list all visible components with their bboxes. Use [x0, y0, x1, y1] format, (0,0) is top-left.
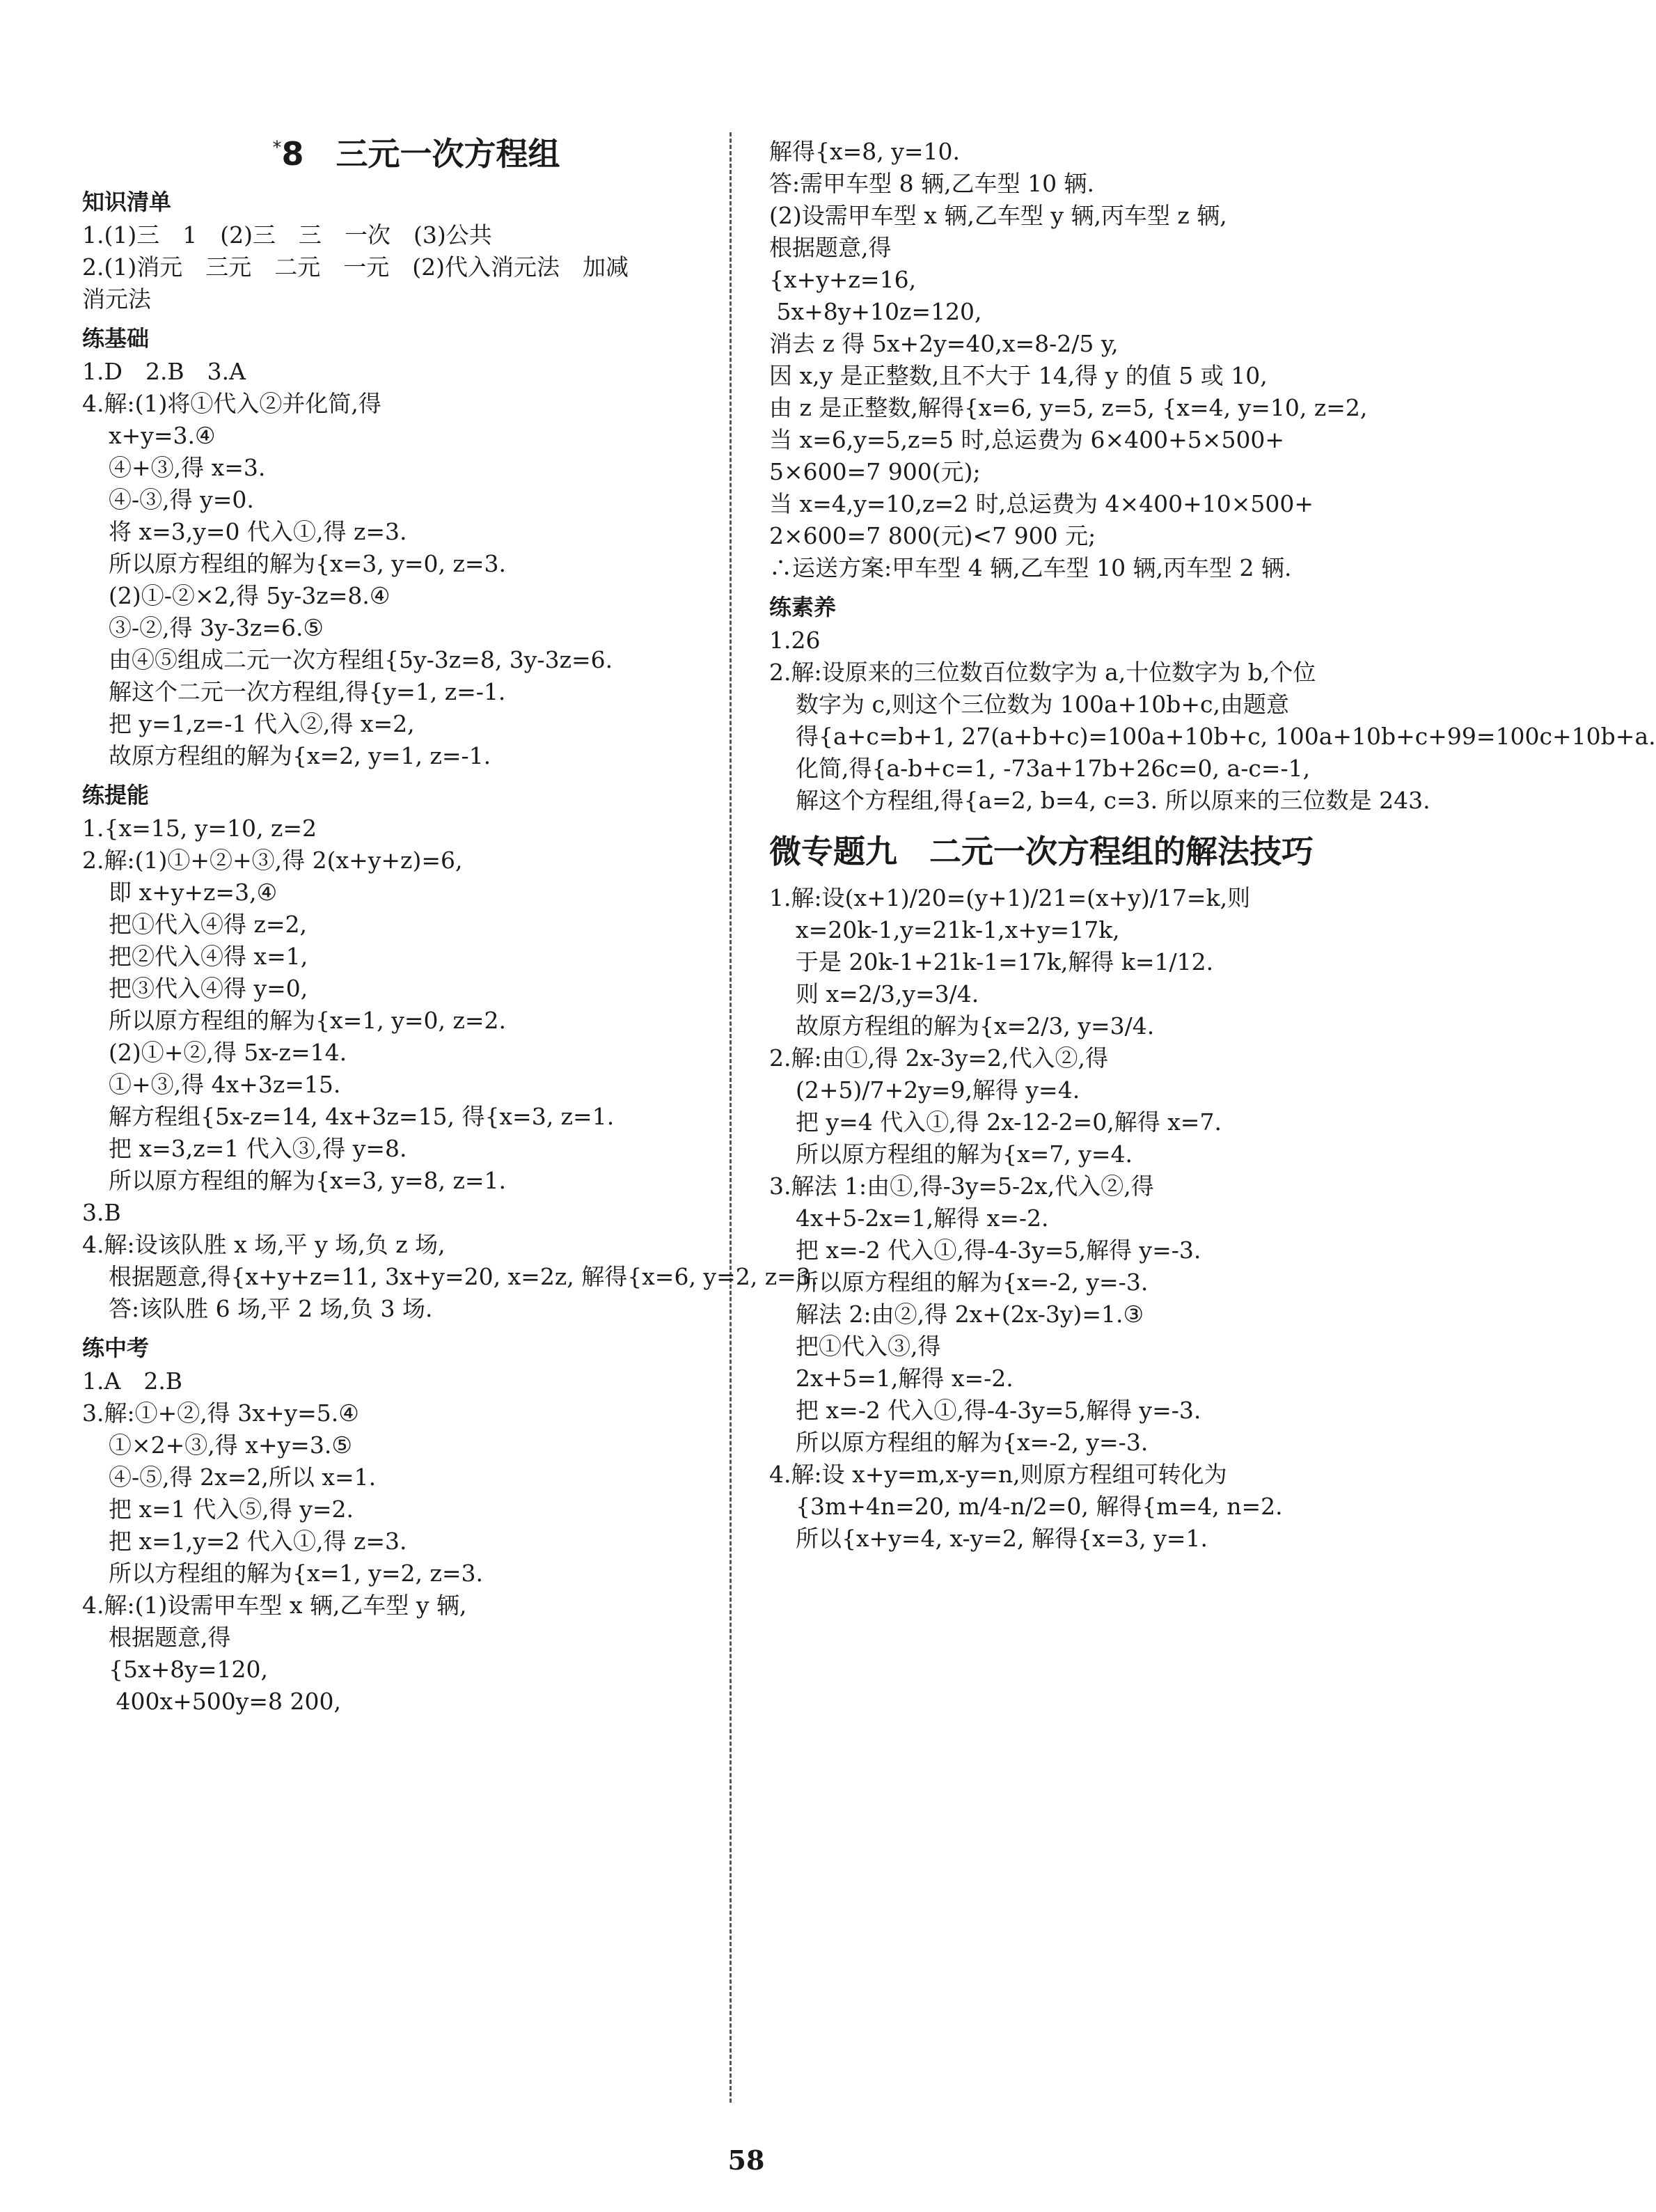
answer-line: 则 x=2/3,y=3/4. [796, 980, 979, 1007]
answer-line: 把 x=3,z=1 代入③,得 y=8. [109, 1135, 407, 1162]
answer-line: 4.解:设该队胜 x 场,平 y 场,负 z 场, [82, 1231, 445, 1258]
answer-line: 所以原方程组的解为{x=7, y=4. [796, 1140, 1133, 1168]
answer-line: (2)①+②,得 5x-z=14. [109, 1039, 347, 1066]
column-divider [730, 132, 732, 2103]
answer-line: 2.解:由①,得 2x-3y=2,代入②,得 [769, 1044, 1109, 1072]
answer-line: ④-⑤,得 2x=2,所以 x=1. [109, 1464, 377, 1491]
answer-line: 2x+5=1,解得 x=-2. [796, 1365, 1014, 1392]
answer-line: 2×600=7 800(元)<7 900 元; [769, 522, 1096, 549]
answer-line: 3.B [82, 1199, 121, 1226]
answer-line: 所以原方程组的解为{x=3, y=8, z=1. [109, 1167, 507, 1194]
answer-line: ①×2+③,得 x+y=3.⑤ [109, 1431, 352, 1459]
answer-line: 把 x=-2 代入①,得-4-3y=5,解得 y=-3. [796, 1237, 1201, 1264]
answer-line: 把 x=1 代入⑤,得 y=2. [109, 1496, 354, 1523]
answer-line: 把①代入③,得 [796, 1333, 941, 1360]
subsection-heading: 练中考 [82, 1335, 150, 1361]
answer-line: 把③代入④得 y=0, [109, 975, 308, 1002]
answer-line: 5x+8y+10z=120, [769, 298, 982, 325]
answer-line: 根据题意,得{x+y+z=11, 3x+y=20, x=2z, 解得{x=6, y=2, z=3. [109, 1263, 819, 1290]
answer-line: ④+③,得 x=3. [109, 454, 266, 481]
answer-line: 消元法 [82, 285, 151, 313]
answer-line: 把①代入④得 z=2, [109, 911, 308, 938]
subsection-heading: 知识清单 [82, 189, 172, 215]
answer-line: 2.(1)消元 三元 二元 一元 (2)代入消元法 加减 [82, 253, 629, 281]
answer-line: 所以{x+y=4, x-y=2, 解得{x=3, y=1. [796, 1525, 1208, 1552]
answer-line: 1.解:设(x+1)/20=(y+1)/21=(x+y)/17=k,则 [769, 884, 1251, 911]
answer-line: 答:需甲车型 8 辆,乙车型 10 辆. [769, 170, 1095, 197]
answer-line: 数字为 c,则这个三位数为 100a+10b+c,由题意 [796, 691, 1290, 718]
answer-line: 4.解:设 x+y=m,x-y=n,则原方程组可转化为 [769, 1461, 1227, 1488]
answer-line: 根据题意,得 [109, 1624, 231, 1651]
answer-line: 由 z 是正整数,解得{x=6, y=5, z=5, {x=4, y=10, z=2, [769, 394, 1368, 421]
answer-line: 解法 2:由②,得 2x+(2x-3y)=1.③ [796, 1301, 1144, 1328]
answer-line: 答:该队胜 6 场,平 2 场,负 3 场. [109, 1295, 433, 1322]
answer-line: {3m+4n=20, m/4-n/2=0, 解得{m=4, n=2. [796, 1493, 1283, 1520]
answer-line: 把 x=-2 代入①,得-4-3y=5,解得 y=-3. [796, 1397, 1201, 1424]
answer-line: {5x+8y=120, [109, 1656, 269, 1683]
answer-line: 因 x,y 是正整数,且不大于 14,得 y 的值 5 或 10, [769, 362, 1268, 389]
answer-line: 故原方程组的解为{x=2, y=1, z=-1. [109, 742, 491, 769]
answer-line: 4.解:(1)设需甲车型 x 辆,乙车型 y 辆, [82, 1592, 467, 1619]
answer-line: 4x+5-2x=1,解得 x=-2. [796, 1205, 1049, 1232]
answer-line: ④-③,得 y=0. [109, 486, 254, 513]
answer-line: 当 x=6,y=5,z=5 时,总运费为 6×400+5×500+ [769, 426, 1285, 453]
answer-line: 把 x=1,y=2 代入①,得 z=3. [109, 1528, 407, 1555]
right-content-top [769, 136, 1656, 817]
answer-line: 将 x=3,y=0 代入①,得 z=3. [109, 518, 407, 545]
answer-line: ∴运送方案:甲车型 4 辆,乙车型 10 辆,丙车型 2 辆. [769, 554, 1292, 581]
answer-line: (2+5)/7+2y=9,解得 y=4. [796, 1076, 1080, 1104]
answer-line: 于是 20k-1+21k-1=17k,解得 k=1/12. [796, 948, 1214, 975]
answer-line: 解得{x=8, y=10. [769, 138, 961, 165]
answer-line: 1.A 2.B [82, 1367, 183, 1395]
answer-line: (2)设需甲车型 x 辆,乙车型 y 辆,丙车型 z 辆, [769, 202, 1227, 229]
answer-line: 所以方程组的解为{x=1, y=2, z=3. [109, 1560, 484, 1587]
answer-line: 消去 z 得 5x+2y=40,x=8-2/5 y, [769, 330, 1119, 357]
section-title: *8 三元一次方程组 [272, 135, 560, 173]
answer-line: 解这个方程组,得{a=2, b=4, c=3. 所以原来的三位数是 243. [796, 787, 1430, 814]
answer-line: 2.解:设原来的三位数百位数字为 a,十位数字为 b,个位 [769, 659, 1316, 686]
answer-line: 得{a+c=b+1, 27(a+b+c)=100a+10b+c, 100a+10b+c+99=100c+10b+a. [796, 723, 1656, 750]
answer-line: 把 y=1,z=-1 代入②,得 x=2, [109, 710, 415, 737]
answer-line: 4.解:(1)将①代入②并化简,得 [82, 390, 381, 417]
answer-line: 1.26 [769, 627, 821, 654]
answer-line: 所以原方程组的解为{x=-2, y=-3. [796, 1269, 1149, 1296]
answer-line: x=20k-1,y=21k-1,x+y=17k, [796, 916, 1120, 943]
subsection-heading: 练提能 [82, 782, 150, 808]
answer-line: 根据题意,得 [769, 234, 892, 261]
answer-line: 5×600=7 900(元); [769, 458, 981, 485]
answer-line: 所以原方程组的解为{x=1, y=0, z=2. [109, 1007, 507, 1034]
answer-line: 所以原方程组的解为{x=-2, y=-3. [796, 1429, 1149, 1456]
answer-line: 3.解法 1:由①,得-3y=5-2x,代入②,得 [769, 1172, 1154, 1200]
answer-line: ①+③,得 4x+3z=15. [109, 1071, 341, 1098]
answer-line: x+y=3.④ [109, 422, 216, 449]
answer-line: 解这个二元一次方程组,得{y=1, z=-1. [109, 678, 506, 705]
answer-line: 1.{x=15, y=10, z=2 [82, 815, 317, 842]
answer-line: 1.D 2.B 3.A [82, 358, 246, 385]
answer-line: 2.解:(1)①+②+③,得 2(x+y+z)=6, [82, 847, 463, 874]
answer-line: 把 y=4 代入①,得 2x-12-2=0,解得 x=7. [796, 1108, 1222, 1136]
answer-line: 即 x+y+z=3,④ [109, 879, 278, 906]
page-number: 58 [727, 2144, 765, 2176]
answer-line: 解方程组{5x-z=14, 4x+3z=15, 得{x=3, z=1. [109, 1103, 615, 1130]
answer-line: 1.(1)三 1 (2)三 三 一次 (3)公共 [82, 221, 492, 249]
answer-line: 化简,得{a-b+c=1, -73a+17b+26c=0, a-c=-1, [796, 755, 1311, 782]
answer-line: 当 x=4,y=10,z=2 时,总运费为 4×400+10×500+ [769, 490, 1314, 517]
answer-line: (2)①-②×2,得 5y-3z=8.④ [109, 582, 391, 609]
answer-line: 把②代入④得 x=1, [109, 943, 308, 970]
answer-line: 所以原方程组的解为{x=3, y=0, z=3. [109, 550, 507, 577]
answer-line: 3.解:①+②,得 3x+y=5.④ [82, 1399, 359, 1427]
answer-line: ③-②,得 3y-3z=6.⑤ [109, 614, 324, 641]
right-column [769, 136, 1656, 1555]
subsection-heading: 练素养 [769, 594, 837, 620]
answer-line: 故原方程组的解为{x=2/3, y=3/4. [796, 1012, 1155, 1040]
answer-line: {x+y+z=16, [769, 266, 917, 293]
micro-topic-title: 微专题九 二元一次方程组的解法技巧 [769, 833, 1314, 870]
answer-line: 400x+500y=8 200, [109, 1688, 341, 1715]
subsection-heading: 练基础 [82, 325, 150, 352]
answer-line: 由④⑤组成二元一次方程组{5y-3z=8, 3y-3z=6. [109, 646, 613, 673]
right-content-bottom [769, 882, 1424, 1555]
